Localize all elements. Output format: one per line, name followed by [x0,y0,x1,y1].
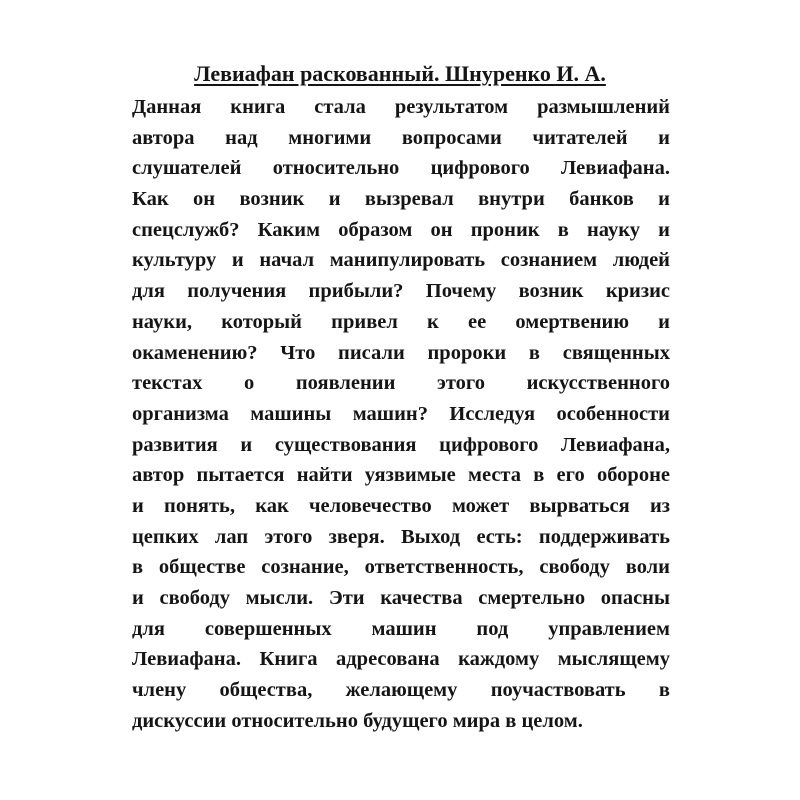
text-line: цепких лап этого зверя. Выход есть: поддерживать [132,525,670,548]
text-line: культуру и начал манипулировать сознанием людей [132,249,670,272]
text-line: развития и существования цифрового Левиафана, [132,433,670,456]
text-line: текстах о появлении этого искусственного [132,372,670,395]
description-text [132,92,670,736]
text-line: организма машины машин? Исследуя особенности [132,402,670,425]
book-title: Левиафан раскованный. Шнуренко И. А. [194,61,606,86]
text-line: для получения прибыли? Почему возник кризис [132,280,670,303]
text-line: окаменению? Что писали пророки в священных [132,341,670,364]
text-line: дискуссии относительно будущего мира в целом. [132,709,583,732]
text-line: науки, который привел к ее омертвению и [132,310,670,333]
text-line: Данная книга стала результатом размышлений [132,96,670,118]
text-line: автор пытается найти уязвимые места в его обороне [132,464,670,487]
text-line: и понять, как человечество может вырваться из [132,494,670,517]
text-line: в обществе сознание, ответственность, свободу воли [132,556,670,579]
text-line: и свободу мысли. Эти качества смертельно опасны [132,587,670,609]
text-line: Левиафана. Книга адресована каждому мыслящему [132,648,670,671]
text-line: Как он возник и вызревал внутри банков и [132,188,670,211]
text-line: автора над многими вопросами читателей и [132,126,670,149]
text-line: спецслужб? Каким образом он проник в науку и [132,218,670,241]
text-line: для совершенных машин под управлением [132,617,670,640]
text-line: члену общества, желающему поучаствовать в [132,679,670,702]
text-line: слушателей относительно цифрового Левиафана. [132,157,670,180]
